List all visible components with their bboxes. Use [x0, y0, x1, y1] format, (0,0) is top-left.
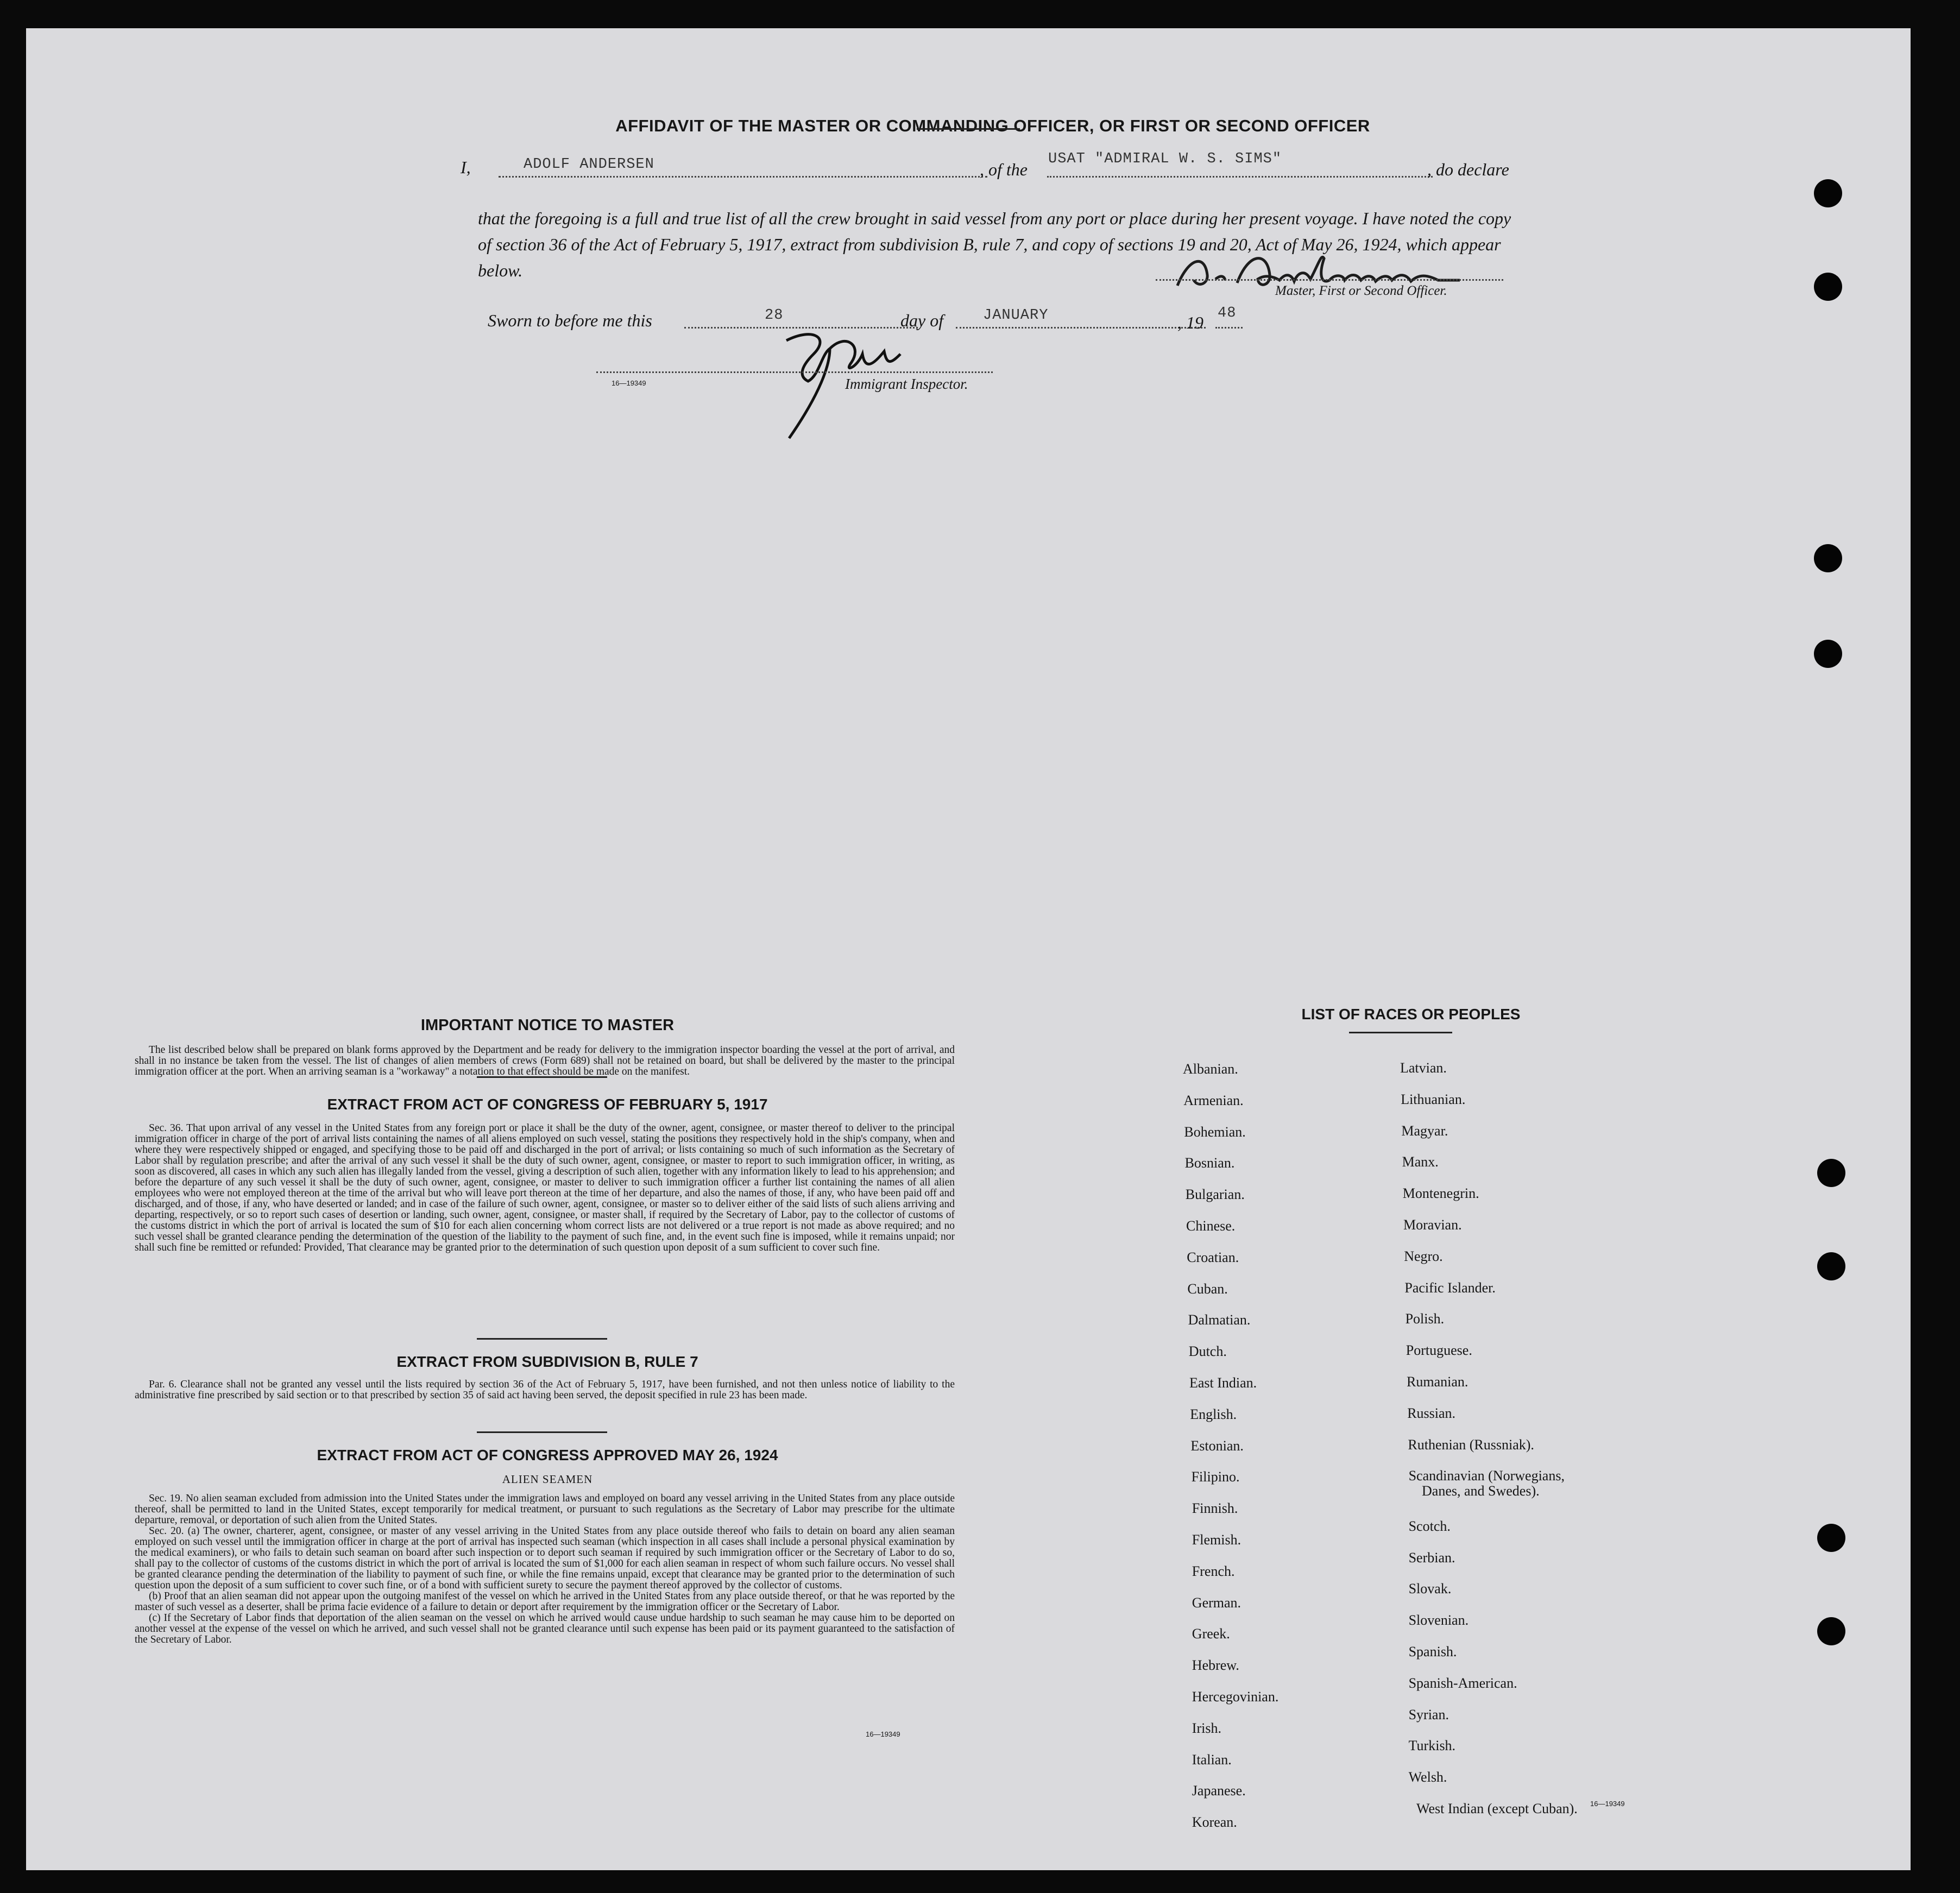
race-item: Flemish.	[1192, 1532, 1241, 1548]
master-name-field[interactable]: ADOLF ANDERSEN	[524, 156, 654, 173]
race-item: Slovak.	[1408, 1581, 1452, 1597]
extract1-title: EXTRACT FROM ACT OF CONGRESS OF FEBRUARY 5, 1917	[327, 1096, 768, 1113]
sec20a-text: Sec. 20. (a) The owner, charterer, agent, consignee, or master of any vessel arriving in the United States from any place outside thereof who fails to detain on board any alien seaman employed on such vessel until the immigration officer in charge at the port of arrival has inspected such seaman (which inspection in all cases shall include a personal physical examination by the medical examiners), or who fails to detain such seaman on board after such inspection or to deport such seaman if required by such immigration officer or the Secretary of Labor to do so, shall pay to the collector of customs of the customs district in which the port of arrival is located the sum of $1,000 for each alien seaman in respect of whom such failure occurs. No vessel shall be granted clearance pending the determination of the liability to payment of such fine, or while the fine remains unpaid, except that clearance may be granted prior to the determination of such question upon the deposit of a sum sufficient to cover such fine, or of a bond with sufficient surety to secure the payment thereof approved by the collector of customs.	[135, 1525, 955, 1591]
punch-hole	[1814, 179, 1842, 207]
title-divider	[917, 128, 1020, 130]
extract1-text: Sec. 36. That upon arrival of any vessel in the United States from any foreign port or place it shall be the duty of the owner, agent, consignee, or master thereof to deliver to the principal immigration officer in charge of the port of arrival lists containing the names of all aliens employed on such vessel, stating the positions they respectively hold in the ship's company, when and where they were respectively shipped or engaged, and specifying those to be paid off and discharged in the port of arrival; or lists containing so much of such information as the Secretary of Labor shall by regulation prescribe; and after the arrival of any such vessel it shall be the duty of such owner, agent, consignee, or master to report to such immigration officer, in writing, as soon as discovered, all cases in which any such alien has illegally landed from the vessel, giving a description of such alien, together with any information likely to lead to his apprehension; and before the departure of any such vessel it shall be the duty of such owner, agent, consignee, or master to deliver to such immigration officer a further list containing the names of all alien employees who were not employed thereon at the time of the arrival but who will leave port thereon at the time of her departure, and also the names of those, if any, who have been paid off and discharged, and of those, if any, who have deserted or landed; and in case of the failure of such owner, agent, consignee, or master so to deliver either of the said lists of such aliens arriving and departing, respectively, or so to report such cases of desertion or landing, such owner, agent, consignee, or master shall, if required by the Secretary of Labor, pay to the collector of customs of the customs district in which the port of arrival is located the sum of $10 for each alien concerning whom correct lists are not delivered or a true report is not made as above required; and no such vessel shall be granted clearance pending the determination of the question of the liability to the payment of such fine, and, in the event such fine is imposed, while it remains unpaid; nor shall such fine be remitted or refunded: Provided, That clearance may be granted prior to the determination of such question upon deposit of a sum sufficient to cover such fine.	[135, 1122, 955, 1253]
extract3-subtitle: ALIEN SEAMEN	[502, 1473, 593, 1486]
notice-text: The list described below shall be prepared on blank forms approved by the Department and be ready for delivery to the immigration inspector boarding the vessel at the port of arrival, and shall in no instance be taken from the vessel. The list of changes of alien members of crews (Form 689) shall not be retained on board, but shall be delivered by the master to the principal immigration officer at the port. When an arriving seaman is a "workaway" a notation to that effect should be made on the manifest.	[135, 1044, 955, 1077]
race-item: Dalmatian.	[1188, 1312, 1251, 1328]
race-item: Korean.	[1192, 1814, 1237, 1831]
race-item: English.	[1190, 1406, 1237, 1422]
race-item: German.	[1192, 1594, 1241, 1611]
race-item: Bulgarian.	[1185, 1187, 1245, 1203]
extract2-text: Par. 6. Clearance shall not be granted any vessel until the lists required by section 36 of the Act of February 5, 1917, have been furnished, and not then unless notice of liability to the administrative fine prescribed by said section or to that prescribed by section 35 of said act having been served, the deposit specified in rule 23 has been made.	[135, 1379, 955, 1401]
race-item: Welsh.	[1408, 1769, 1447, 1785]
race-item: Japanese.	[1192, 1783, 1246, 1799]
sec20c-text: (c) If the Secretary of Labor finds that deportation of the alien seaman on the vessel on which he arrived would cause undue hardship to such seaman he may cause him to be deported on another vessel at the expense of the vessel on which he arrived, and such vessel shall not be granted clearance until such expense has been paid or its payment guaranteed to the satisfaction of the Secretary of Labor.	[135, 1612, 955, 1645]
punch-hole	[1814, 273, 1842, 301]
punch-hole	[1814, 544, 1842, 572]
affidavit-paragraph: that the foregoing is a full and true list of all the crew brought in said vessel from any port or place during her present voyage. I have noted the copy of section 36 of the Act of February 5, 1917, extract from subdivision B, rule 7, and copy of sections 19 and 20, Act of May 26, 1924, which appear below.	[478, 209, 1511, 280]
master-name-line	[499, 176, 987, 178]
race-item: Montenegrin.	[1402, 1185, 1479, 1202]
races-form-number: 16—19349	[1590, 1800, 1625, 1808]
extract2-title: EXTRACT FROM SUBDIVISION B, RULE 7	[396, 1353, 698, 1370]
race-item: Polish.	[1405, 1311, 1445, 1327]
extract3-title: EXTRACT FROM ACT OF CONGRESS APPROVED MAY 26, 1924	[317, 1447, 778, 1463]
vessel-name-field[interactable]: USAT "ADMIRAL W. S. SIMS"	[1048, 151, 1282, 167]
race-item: Ruthenian (Russniak).	[1408, 1436, 1534, 1453]
day-of-label: day of	[900, 311, 944, 330]
race-item: Magyar.	[1401, 1122, 1448, 1139]
race-item: Rumanian.	[1407, 1374, 1469, 1390]
race-item: Danes, and Swedes).	[1422, 1483, 1540, 1499]
race-item: Turkish.	[1408, 1738, 1456, 1754]
form-sheet	[26, 28, 1911, 1870]
year-line	[1215, 327, 1243, 329]
race-item: Spanish-American.	[1408, 1675, 1517, 1691]
race-item: Lithuanian.	[1401, 1091, 1466, 1107]
of-the-label: , of the	[980, 160, 1028, 179]
race-item: Slovenian.	[1408, 1612, 1469, 1629]
race-item: Cuban.	[1187, 1280, 1228, 1297]
race-item: Serbian.	[1408, 1549, 1455, 1566]
race-item: Scandinavian (Norwegians,	[1408, 1468, 1565, 1484]
year-field[interactable]: 48	[1218, 305, 1237, 321]
extract2-divider	[477, 1431, 607, 1433]
punch-hole	[1814, 640, 1842, 668]
signature-line	[1156, 279, 1503, 281]
race-item: Latvian.	[1400, 1060, 1447, 1076]
extract1-divider	[477, 1338, 607, 1340]
race-item: Bohemian.	[1184, 1124, 1246, 1140]
month-field[interactable]: JANUARY	[983, 307, 1049, 324]
race-item: Moravian.	[1403, 1217, 1462, 1233]
races-title: LIST OF RACES OR PEOPLES	[1301, 1006, 1521, 1023]
inspector-label: Immigrant Inspector.	[845, 376, 968, 392]
notice-divider	[477, 1076, 607, 1078]
race-item: French.	[1192, 1563, 1235, 1579]
race-item: Croatian.	[1187, 1249, 1239, 1265]
year-label: , 19	[1177, 313, 1203, 332]
race-item: Hebrew.	[1192, 1657, 1239, 1674]
race-item: Syrian.	[1408, 1706, 1449, 1722]
affidavit-title: AFFIDAVIT OF THE MASTER OR COMMANDING OFFICER, OR FIRST OR SECOND OFFICER	[615, 116, 1370, 135]
sec19-text: Sec. 19. No alien seaman excluded from admission into the United States under the immigration laws and employed on board any vessel arriving in the United States from any place outside thereof, shall be permitted to land in the United States, except temporarily for medical treatment, or pursuant to such regulations as the Secretary of Labor may prescribe for the ultimate departure, removal, or deportation of such alien from the United States.	[135, 1493, 955, 1526]
notice-form-number: 16—19349	[866, 1730, 900, 1738]
race-item: Scotch.	[1408, 1518, 1451, 1534]
race-item: Finnish.	[1192, 1500, 1238, 1517]
race-item: West Indian (except Cuban).	[1416, 1801, 1578, 1817]
race-item: Filipino.	[1191, 1469, 1240, 1485]
race-item: Italian.	[1192, 1751, 1232, 1768]
race-item: Greek.	[1192, 1626, 1230, 1642]
race-item: Spanish.	[1408, 1644, 1457, 1660]
punch-hole	[1817, 1524, 1845, 1552]
vessel-name-line	[1047, 176, 1433, 178]
affidavit-i-label: I,	[461, 157, 471, 177]
month-line	[956, 327, 1206, 329]
sworn-label: Sworn to before me this	[488, 311, 652, 330]
do-declare-label: , do declare	[1427, 160, 1509, 179]
race-item: Chinese.	[1186, 1218, 1236, 1234]
race-item: Manx.	[1402, 1154, 1439, 1170]
race-item: Negro.	[1404, 1248, 1443, 1264]
race-item: Russian.	[1407, 1405, 1456, 1421]
signature-title: Master, First or Second Officer.	[1275, 283, 1447, 298]
extract3-text	[135, 1493, 955, 1645]
races-divider	[1349, 1032, 1452, 1033]
inspector-line	[596, 371, 993, 373]
punch-hole	[1817, 1252, 1845, 1280]
punch-hole	[1817, 1617, 1845, 1645]
race-item: Dutch.	[1188, 1343, 1227, 1360]
affidavit-form-number: 16—19349	[612, 379, 646, 387]
sec20b-text: (b) Proof that an alien seaman did not appear upon the outgoing manifest of the vessel on which he arrived in the United States from any place outside thereof, or that he was reported by the master of such vessel as a deserter, shall be prima facie evidence of a failure to detain or deport after requirement by the immigration officer or the Secretary of Labor.	[135, 1591, 955, 1613]
punch-hole	[1817, 1159, 1845, 1187]
race-item: Bosnian.	[1184, 1155, 1235, 1171]
race-item: Estonian.	[1190, 1437, 1244, 1454]
race-item: Irish.	[1192, 1720, 1221, 1736]
race-item: Albanian.	[1183, 1061, 1238, 1077]
race-item: Armenian.	[1183, 1092, 1244, 1108]
race-item: Portuguese.	[1406, 1342, 1472, 1359]
race-item: Hercegovinian.	[1192, 1689, 1279, 1705]
notice-title: IMPORTANT NOTICE TO MASTER	[420, 1017, 675, 1034]
race-item: Pacific Islander.	[1404, 1279, 1496, 1296]
day-field[interactable]: 28	[765, 307, 784, 324]
race-item: East Indian.	[1189, 1375, 1257, 1391]
